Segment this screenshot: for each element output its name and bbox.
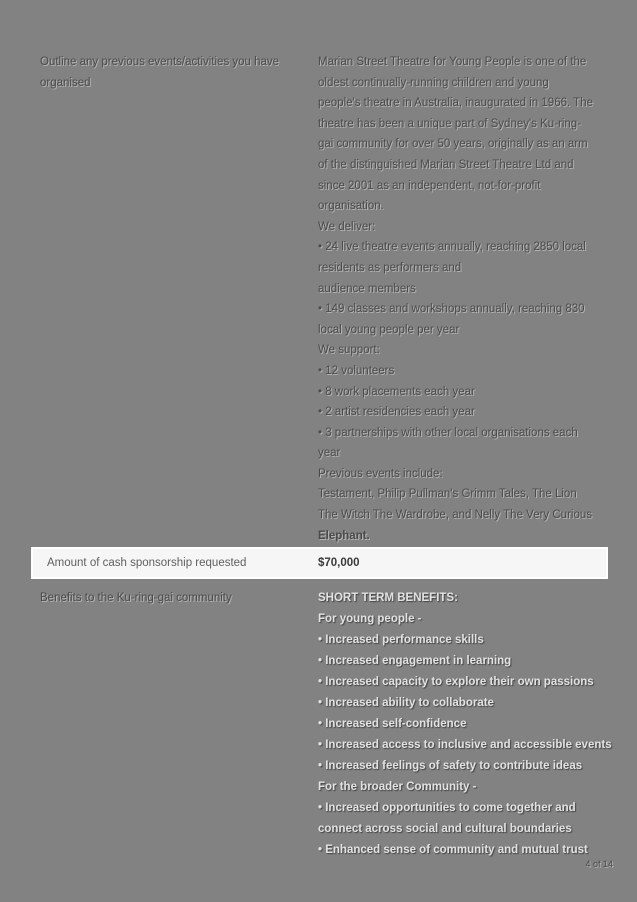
question-label-community-benefits: Benefits to the Ku-ring-gai community <box>40 592 232 604</box>
cash-sponsorship-amount: $70,000 <box>318 557 360 569</box>
page-number: 4 of 14 <box>585 859 613 869</box>
answer-previous-events: Marian Street Theatre for Young People is one of the oldest continually-running children and young people's theatre in Australia, inaugurated in 1966. The theatre has been a unique part of Sydney's Ku-ring- gai community for over 50 years, originally as an arm of the distinguished Marian Street Theatre Ltd and since 2001 as an independent, not-for-profit organisation. We deliver: • 24 live theatre events annually, reaching 2850 local residents as performers and audience members • 149 classes and workshops annually, reaching 830 local young people per year We support: • 12 volunteers • 8 work placements each year • 2 artist residencies each year • 3 partnerships with other local organisations each year Previous events include: Testament, Philip Pullman's Grimm Tales, The Lion The Witch The Wardrobe, and Nelly The Very Curious Elephant. <box>318 56 593 542</box>
highlighted-row-cash-sponsorship <box>31 547 608 579</box>
cash-sponsorship-label: Amount of cash sponsorship requested <box>47 557 247 569</box>
answer-community-benefits: SHORT TERM BENEFITS: For young people - • Increased performance skills • Increased engagement in learning • Increased capacity to explore their own passions • Increased ability to collaborate • Increased self-confidence • Increased access to inclusive and accessible events • Increased feelings of safety to contribute ideas For the broader Community - • Increased opportunities to come together and connect across social and cultural boundaries • Enhanced sense of community and mutual trust <box>318 592 612 856</box>
question-label-previous-events: Outline any previous events/activities you have organised <box>40 56 280 89</box>
